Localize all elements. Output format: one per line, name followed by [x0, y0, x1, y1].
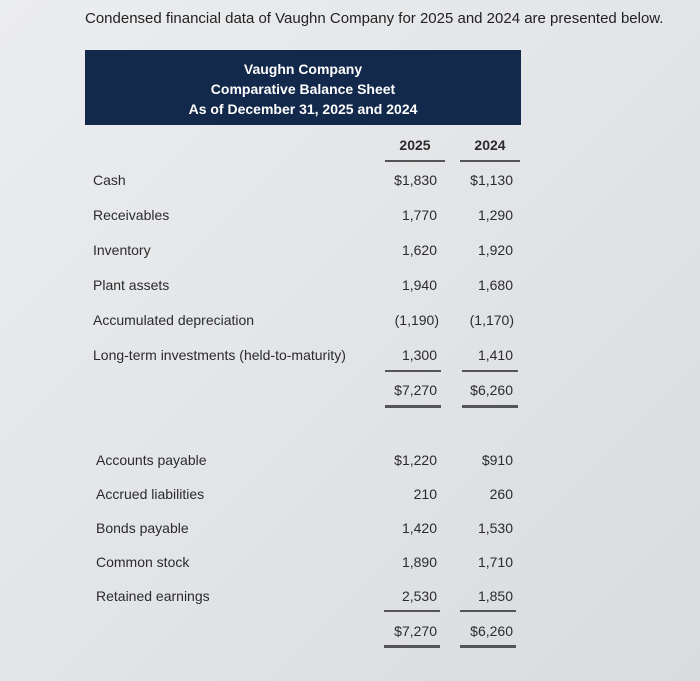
- total-double-rule: [460, 645, 516, 648]
- value-2024: $1,130: [470, 172, 513, 188]
- balance-sheet-header: [85, 50, 521, 125]
- value-2025: 1,300: [401, 347, 437, 363]
- value-2024: 1,680: [477, 277, 513, 293]
- column-header-2025: 2025: [399, 137, 431, 153]
- total-double-rule: [462, 405, 518, 408]
- value-2024: 1,410: [477, 347, 513, 363]
- value-2024: 1,290: [477, 207, 513, 223]
- row-label: Receivables: [93, 207, 170, 223]
- value-2025: 1,620: [401, 242, 437, 258]
- value-2024: 260: [489, 486, 513, 502]
- value-2024: (1,170): [469, 312, 514, 328]
- value-2025: 2,530: [401, 588, 437, 604]
- row-label: Inventory: [93, 242, 151, 258]
- total-double-rule: [384, 645, 440, 648]
- value-2024: 1,530: [477, 520, 513, 536]
- value-2025: $1,220: [394, 452, 437, 468]
- row-label: Plant assets: [93, 277, 170, 293]
- value-2025: 1,420: [401, 520, 437, 536]
- subtotal-rule: [462, 370, 518, 372]
- statement-title: Comparative Balance Sheet: [210, 81, 396, 97]
- total-double-rule: [385, 405, 441, 408]
- statement-date: As of December 31, 2025 and 2024: [188, 101, 418, 117]
- row-label: Long-term investments (held-to-maturity): [93, 347, 346, 363]
- row-label: Accrued liabilities: [96, 486, 205, 502]
- company-name: Vaughn Company: [243, 61, 363, 77]
- value-2025: 1,940: [401, 277, 437, 293]
- value-2024: 1,850: [477, 588, 513, 604]
- row-label: Bonds payable: [96, 520, 189, 536]
- row-label: Common stock: [96, 554, 190, 570]
- column-header-rule: [460, 160, 520, 162]
- column-header-rule: [385, 160, 445, 162]
- row-label: Accumulated depreciation: [93, 312, 255, 328]
- value-2025: 1,890: [401, 554, 437, 570]
- row-label: Retained earnings: [96, 588, 210, 604]
- column-header-2024: 2024: [474, 137, 506, 153]
- value-2024: $910: [481, 452, 513, 468]
- subtotal-rule: [385, 370, 441, 372]
- value-2024: 1,920: [477, 242, 513, 258]
- value-2025: 1,770: [401, 207, 437, 223]
- value-2025: $1,830: [394, 172, 437, 188]
- total-2025: $7,270: [394, 382, 437, 398]
- total-2024: $6,260: [470, 382, 513, 398]
- total-2025: $7,270: [394, 623, 437, 639]
- value-2025: 210: [413, 486, 437, 502]
- subtotal-rule: [460, 610, 516, 612]
- intro-text: Condensed financial data of Vaughn Company for 2025 and 2024 are presented below.: [85, 10, 664, 27]
- value-2024: 1,710: [477, 554, 513, 570]
- subtotal-rule: [384, 610, 440, 612]
- row-label: Accounts payable: [96, 452, 207, 468]
- total-2024: $6,260: [470, 623, 513, 639]
- row-label: Cash: [93, 172, 126, 188]
- value-2025: (1,190): [394, 312, 439, 328]
